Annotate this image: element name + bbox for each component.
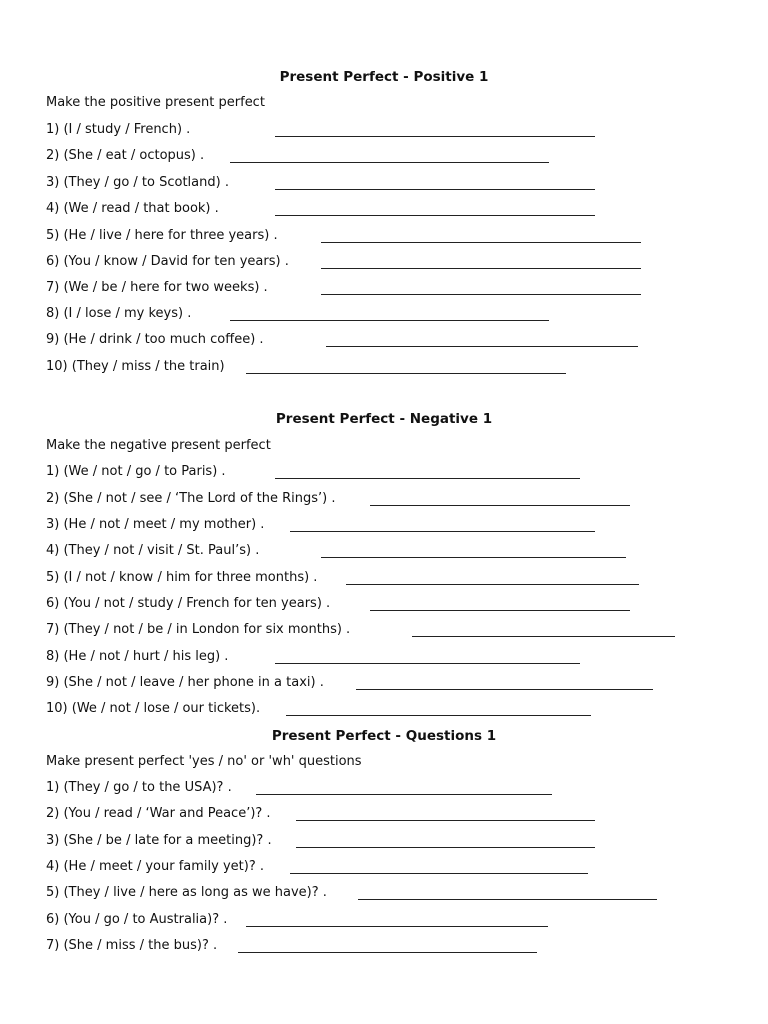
- answer-blank[interactable]: [290, 531, 595, 532]
- exercise-item: 9) (She / not / leave / her phone in a taxi) .: [46, 675, 324, 690]
- exercise-item: 3) (He / not / meet / my mother) .: [46, 517, 265, 532]
- exercise-item: 6) (You / go / to Australia)? .: [46, 912, 228, 927]
- exercise-item: 5) (They / live / here as long as we have)? .: [46, 885, 327, 900]
- answer-blank[interactable]: [370, 505, 630, 506]
- exercise-item: 8) (He / not / hurt / his leg) .: [46, 649, 229, 664]
- exercise-item: 1) (I / study / French) .: [46, 122, 191, 137]
- answer-blank[interactable]: [321, 294, 641, 295]
- exercise-item: 4) (We / read / that book) .: [46, 201, 219, 216]
- exercise-item: 3) (She / be / late for a meeting)? .: [46, 833, 272, 848]
- exercise-item: 2) (She / not / see / ‘The Lord of the Rings’) .: [46, 491, 336, 506]
- exercise-item: 3) (They / go / to Scotland) .: [46, 175, 229, 190]
- answer-blank[interactable]: [256, 794, 552, 795]
- answer-blank[interactable]: [275, 136, 595, 137]
- exercise-item: 1) (They / go / to the USA)? .: [46, 780, 232, 795]
- section-instruction-negative: Make the negative present perfect: [46, 438, 271, 453]
- exercise-item: 6) (You / know / David for ten years) .: [46, 254, 289, 269]
- exercise-item: 6) (You / not / study / French for ten years) .: [46, 596, 331, 611]
- section-title-questions: Present Perfect - Questions 1: [271, 728, 497, 744]
- exercise-item: 10) (We / not / lose / our tickets).: [46, 701, 261, 716]
- exercise-item: 10) (They / miss / the train): [46, 359, 225, 374]
- answer-blank[interactable]: [296, 847, 595, 848]
- answer-blank[interactable]: [275, 215, 595, 216]
- answer-blank[interactable]: [321, 268, 641, 269]
- exercise-item: 2) (She / eat / octopus) .: [46, 148, 205, 163]
- exercise-item: 2) (You / read / ‘War and Peace’)? .: [46, 806, 271, 821]
- exercise-item: 5) (I / not / know / him for three months) .: [46, 570, 318, 585]
- answer-blank[interactable]: [230, 162, 549, 163]
- section-title-negative: Present Perfect - Negative 1: [275, 411, 493, 427]
- answer-blank[interactable]: [275, 478, 580, 479]
- exercise-item: 4) (They / not / visit / St. Paul’s) .: [46, 543, 260, 558]
- exercise-item: 8) (I / lose / my keys) .: [46, 306, 192, 321]
- answer-blank[interactable]: [370, 610, 630, 611]
- answer-blank[interactable]: [246, 926, 548, 927]
- exercise-item: 4) (He / meet / your family yet)? .: [46, 859, 265, 874]
- answer-blank[interactable]: [290, 873, 588, 874]
- answer-blank[interactable]: [358, 899, 657, 900]
- answer-blank[interactable]: [346, 584, 639, 585]
- answer-blank[interactable]: [275, 189, 595, 190]
- section-title-positive: Present Perfect - Positive 1: [279, 69, 489, 85]
- answer-blank[interactable]: [321, 242, 641, 243]
- answer-blank[interactable]: [321, 557, 626, 558]
- exercise-item: 7) (They / not / be / in London for six months) .: [46, 622, 351, 637]
- answer-blank[interactable]: [326, 346, 638, 347]
- answer-blank[interactable]: [238, 952, 537, 953]
- exercise-item: 7) (We / be / here for two weeks) .: [46, 280, 268, 295]
- section-instruction-questions: Make present perfect 'yes / no' or 'wh' questions: [46, 754, 362, 769]
- exercise-item: 1) (We / not / go / to Paris) .: [46, 464, 226, 479]
- answer-blank[interactable]: [246, 373, 566, 374]
- answer-blank[interactable]: [286, 715, 591, 716]
- exercise-item: 9) (He / drink / too much coffee) .: [46, 332, 264, 347]
- exercise-item: 7) (She / miss / the bus)? .: [46, 938, 218, 953]
- answer-blank[interactable]: [356, 689, 653, 690]
- section-instruction-positive: Make the positive present perfect: [46, 95, 265, 110]
- answer-blank[interactable]: [412, 636, 675, 637]
- answer-blank[interactable]: [275, 663, 580, 664]
- answer-blank[interactable]: [230, 320, 549, 321]
- answer-blank[interactable]: [296, 820, 595, 821]
- exercise-item: 5) (He / live / here for three years) .: [46, 228, 278, 243]
